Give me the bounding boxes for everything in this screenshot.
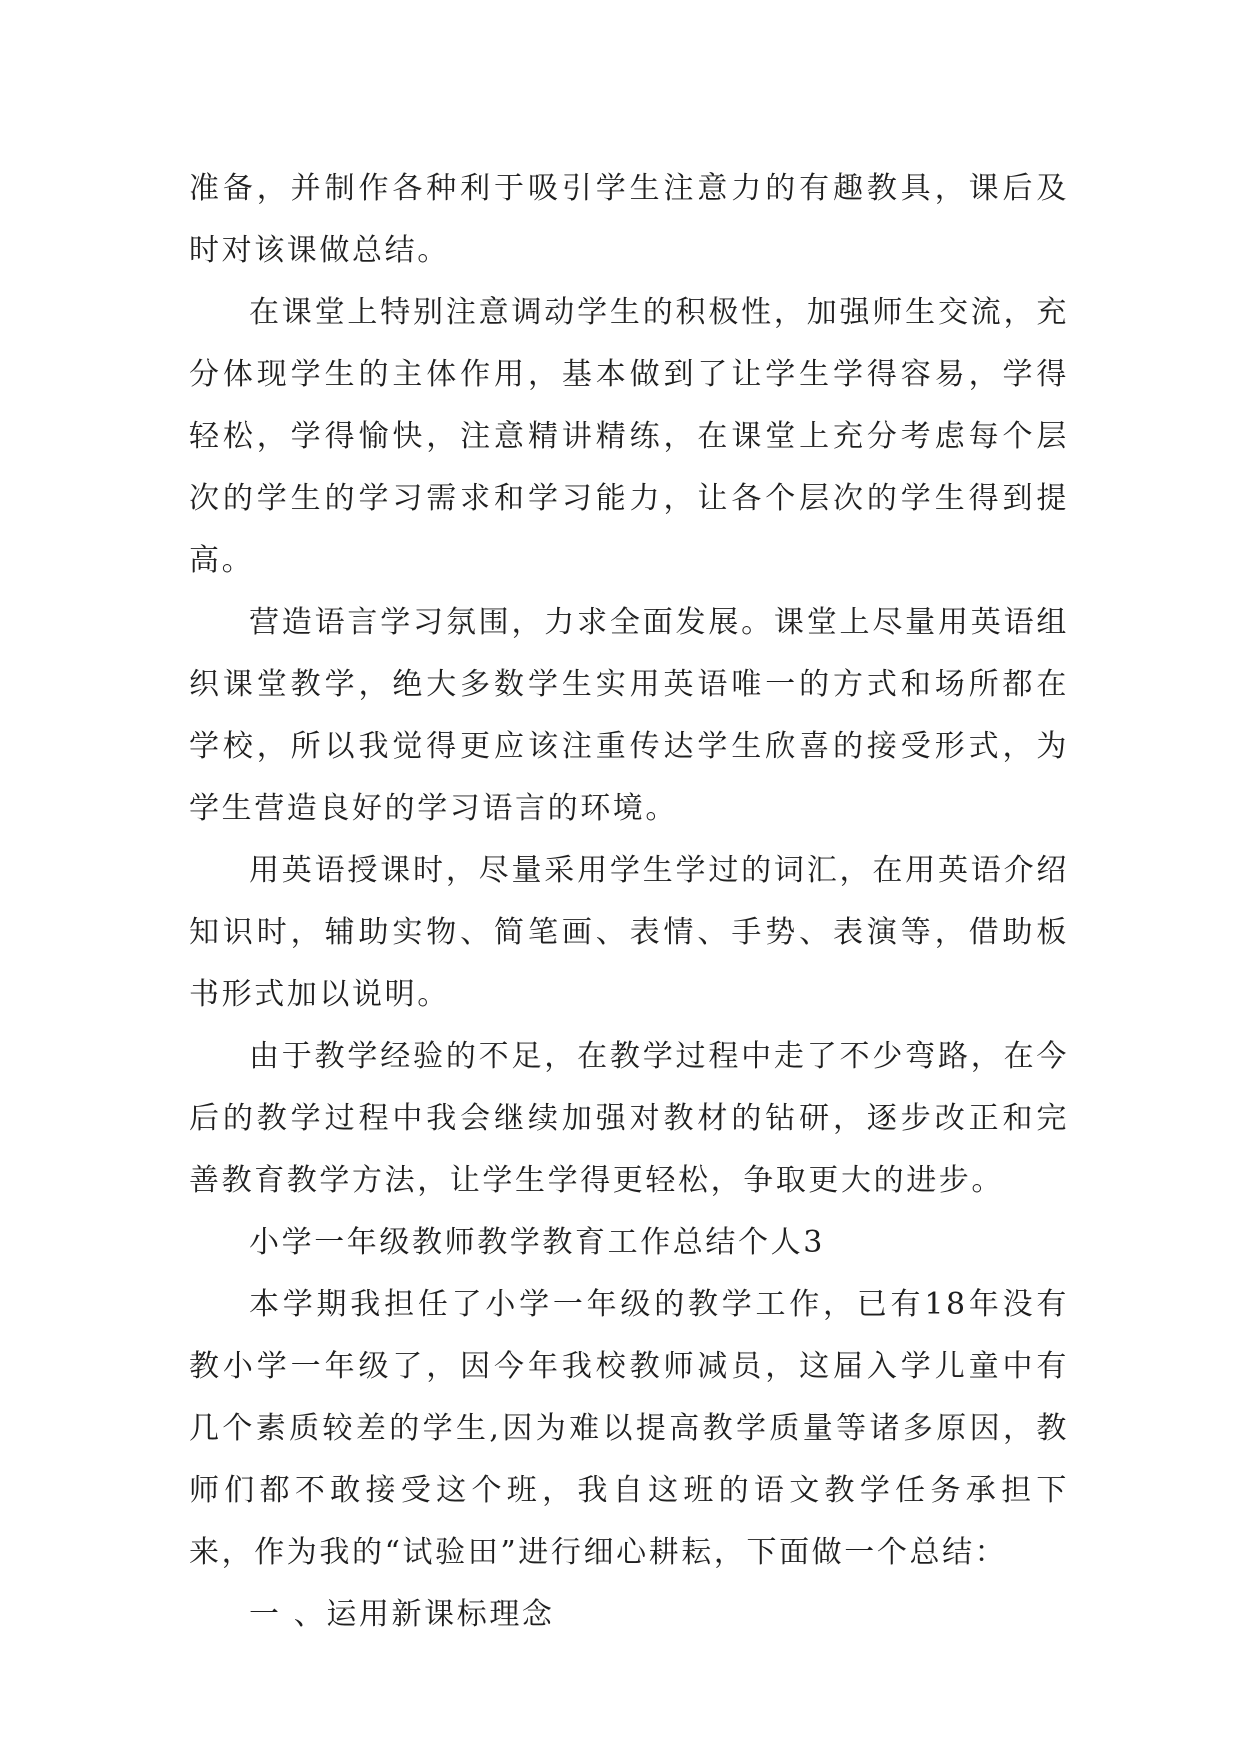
section-heading: 小学一年级教师教学教育工作总结个人3 (249, 1225, 825, 1260)
document-body (189, 158, 1069, 1646)
paragraph: 由于教学经验的不足，在教学过程中走了不少弯路，在今后的教学过程中我会继续加强对教材的钻研，逐步改正和完善教育教学方法，让学生学得更轻松，争取更大的进步。 (189, 1039, 1069, 1198)
paragraph: 准备，并制作各种利于吸引学生注意力的有趣教具，课后及时对该课做总结。 (189, 171, 1069, 268)
paragraph: 在课堂上特别注意调动学生的积极性，加强师生交流，充分体现学生的主体作用，基本做到了让学生学得容易，学得轻松，学得愉快，注意精讲精练，在课堂上充分考虑每个层次的学生的学习需求和学习能力，让各个层次的学生得到提高。 (189, 295, 1069, 578)
paragraph: 用英语授课时，尽量采用学生学过的词汇，在用英语介绍知识时，辅助实物、简笔画、表情、手势、表演等，借助板书形式加以说明。 (189, 853, 1069, 1012)
sub-heading: 一 、运用新课标理念 (249, 1597, 555, 1632)
paragraph: 营造语言学习氛围，力求全面发展。课堂上尽量用英语组织课堂教学，绝大多数学生实用英语唯一的方式和场所都在学校，所以我觉得更应该注重传达学生欣喜的接受形式，为学生营造良好的学习语言的环境。 (189, 605, 1069, 826)
paragraph: 本学期我担任了小学一年级的教学工作，已有18年没有教小学一年级了，因今年我校教师减员，这届入学儿童中有几个素质较差的学生,因为难以提高教学质量等诸多原因，教师们都不敢接受这个班，我自这班的语文教学任务承担下来，作为我的“试验田”进行细心耕耘，下面做一个总结： (189, 1287, 1069, 1570)
